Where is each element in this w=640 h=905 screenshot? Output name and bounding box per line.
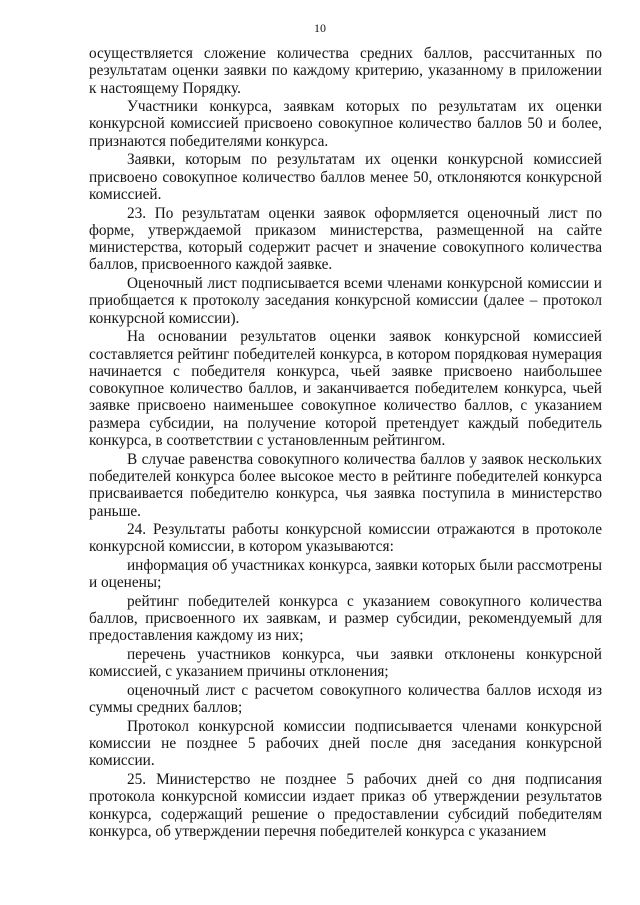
paragraph-rating: На основании результатов оценки заявок конкурсной комиссией составляется рейтинг победителей конкурса, в котором порядковая нумерация начинается с победителя конкурса, чьей заявке присвоено наибольшее совокупное количество баллов, и заканчивается победителем конкурса, чьей заявке присвоено наименьшее совокупное количество баллов, с указанием размера субсидии, на получение которой претендует каждый победитель конкурса, в соответствии с установленным рейтингом. [89,328,602,450]
document-body [89,45,602,842]
paragraph-evaluation-sheet: Оценочный лист подписывается всеми членами конкурсной комиссии и приобщается к протоколу заседания конкурсной комиссии (далее – протокол конкурсной комиссии). [89,275,602,327]
paragraph-equal-scores: В случае равенства совокупного количества баллов у заявок нескольких победителей конкурса более высокое место в рейтинге победителей конкурса присваивается победителю конкурса, чья заявка поступила в министерство раньше. [89,450,602,520]
paragraph-clause-23: 23. По результатам оценки заявок оформляется оценочный лист по форме, утверждаемой приказом министерства, размещенной на сайте министерства, который содержит расчет и значение совокупного количества баллов, присвоенного каждой заявке. [89,204,602,274]
paragraph-protocol-signing: Протокол конкурсной комиссии подписывается членами конкурсной комиссии не позднее 5 рабочих дней после дня заседания конкурсной комиссии. [89,717,602,770]
paragraph-summation: осуществляется сложение количества средних баллов, рассчитанных по результатам оценки заявки по каждому критерию, указанному в приложении к настоящему Порядку. [89,45,602,97]
list-item-participants-info: информация об участниках конкурса, заявки которых были рассмотрены и оценены; [89,556,602,592]
list-item-evaluation-sheet: оценочный лист с расчетом совокупного количества баллов исходя из суммы средних баллов; [89,681,602,717]
paragraph-clause-25: 25. Министерство не позднее 5 рабочих дней со дня подписания протокола конкурсной комиссии издает приказ об утверждении результатов конкурса, содержащий решение о предоставлении субсидий победителям конкурса, об утверждении перечня победителей конкурса с указанием [89,771,602,840]
paragraph-clause-24: 24. Результаты работы конкурсной комиссии отражаются в протоколе конкурсной комиссии, в котором указываются: [89,521,602,556]
list-item-winners-rating: рейтинг победителей конкурса с указанием совокупного количества баллов, присвоенного их заявкам, и размер субсидии, рекомендуемый для предоставления каждому из них; [89,592,602,645]
page-number: 10 [314,21,326,35]
paragraph-winners-criteria: Участники конкурса, заявкам которых по результатам их оценки конкурсной комиссией присвоено совокупное количество баллов 50 и более, признаются победителями конкурса. [89,98,602,150]
paragraph-rejected-applications: Заявки, которым по результатам их оценки конкурсной комиссией присвоено совокупное количество баллов менее 50, отклоняются конкурсной комиссией. [89,151,602,203]
list-item-rejected-participants: перечень участников конкурса, чьи заявки отклонены конкурсной комиссией, с указанием причины отклонения; [89,646,602,681]
